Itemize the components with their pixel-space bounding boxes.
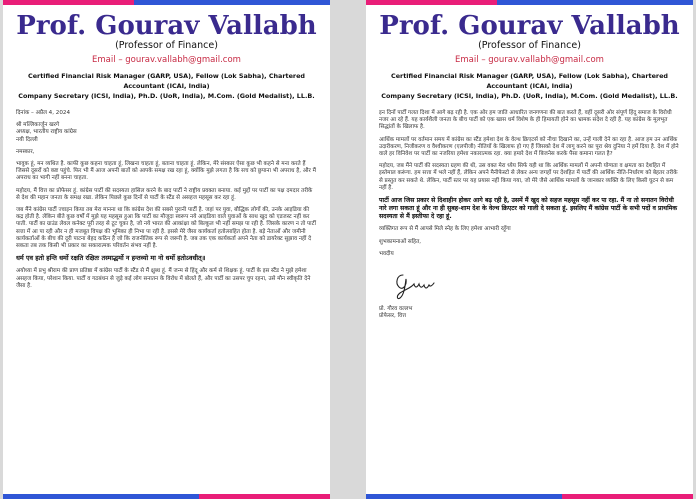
signature-image — [393, 267, 437, 301]
letter-date: दिनांक – अप्रैल 4, 2024 — [16, 110, 70, 116]
letter-page-2 — [366, 0, 693, 499]
letterhead-role: (Professor of Finance) — [115, 40, 218, 51]
letterhead-name: Prof. Gourav Vallabh — [16, 11, 317, 41]
regards-line: शुभकामनाओं सहित, — [379, 238, 422, 245]
paragraph: महोदय, मैं वित्त का प्रोफेसर हूं. कांग्रेस पार्टी की सदस्यता हासिल करने के बाद पार्टी ने राष्ट्रीय प्रवक्ता बनाया. कई मुद्दों पर पार्टी का पक्ष दमदार तरीके से देश की महान जनता के समक्ष रखा. लेकिन पिछले कुछ दिनों से पार्टी के स्टैंड से असहज महसूस कर रहा हूं. — [16, 187, 313, 201]
letterhead-name: Prof. Gourav Vallabh — [379, 11, 680, 41]
letterhead — [366, 13, 693, 101]
letterhead-credentials: Certified Financial Risk Manager (GARP, USA), Fellow (Lok Sabha), Chartered Accountant (ICAI, India) Company Secretary (ICSI, India), Ph.D. (UoR, India), M.Com. (Gold Medalist), LL.B. — [381, 72, 678, 100]
signer-name: प्रो. गौरव वल्लभ — [379, 306, 413, 313]
signer-title: प्रोफेसर, वित्त — [379, 313, 406, 320]
svg-text:Gourav: Gourav — [393, 267, 397, 269]
letterhead — [3, 13, 330, 101]
letter-body — [366, 110, 693, 321]
paragraph: भावुक हूं, मन व्यथित है. काफी कुछ कहना चाहता हूं, लिखना चाहता हूं, बताना चाहता हूं. लेकिन, मेरे संस्कार ऐसा कुछ भी कहने से मना करते हैं जिससे दूसरों को कष्ट पहुंचे. फिर भी मैं आज अपनी बातों को आपके समक्ष रख रहा हूं, क्योंकि मुझे लगता है कि सच को छुपाना भी अपराध है, और मैं अपराध का भागी नहीं बनना चाहता. — [16, 161, 316, 182]
letter-body — [3, 110, 330, 290]
sign-off: भवदीय — [379, 250, 394, 257]
greeting: नमस्कार, — [16, 148, 35, 155]
resignation-statement: पार्टी आज जिस प्रकार से दिशाहीन होकर आगे बढ़ रही है, उसमें मैं खुद को सहज महसूस नहीं कर पा रहा. मैं ना तो सनातन विरोधी नारे लगा सकता हूं और ना ही सुबह-शाम देश के वेल्थ क्रिएटर को गाली दे सकता हूं. इसलिए मैं कांग्रेस पार्टी के सभी पदों व प्राथमिक सदस्यता से मैं इस्तीफा दे रहा हूं. — [379, 197, 678, 220]
top-color-bar — [366, 0, 693, 5]
gratitude-line: व्यक्तिगत रूप से मैं आपसे मिले स्नेह के लिए हमेशा आभारी रहूँगा — [379, 226, 511, 233]
letterhead-email: Email – gourav.vallabh@gmail.com — [455, 55, 604, 65]
letterhead-credentials: Certified Financial Risk Manager (GARP, USA), Fellow (Lok Sabha), Chartered Accountant (ICAI, India) Company Secretary (ICSI, India), Ph.D. (UoR, India), M.Com. (Gold Medalist), LL.B. — [18, 72, 315, 100]
letterhead-email: Email – gourav.vallabh@gmail.com — [92, 55, 241, 65]
paragraph: आर्थिक मामलों पर वर्तमान समय में कांग्रेस का स्टैंड हमेशा देश के वेल्थ क्रिएटर्स को नीचा दिखाने का, उन्हें गाली देने का रहा है. आज हम उन आर्थिक उदारीकरण, निजीकरण व वैश्वीकरण (एलपीजी) नीतियों के खिलाफ हो गए हैं जिसको देश में लागू करने का पूरा श्रेय दुनिया ने हमें दिया है. देश में होने वाले हर विनिवेश पर पार्टी का नजरिया हमेशा नकारात्मक रहा. क्या हमारे देश में बिजनेस करके पैसा कमाना गलत है? — [379, 136, 679, 158]
paragraph: इन दिनों पार्टी गलत दिशा में आगे बढ़ रही है. एक ओर हम जाति आधारित जनगणना की बात करते हैं, वहीं दूसरी ओर संपूर्ण हिंदू समाज के विरोधी नजर आ रहे हैं. यह कार्यशैली जनता के बीच पार्टी को एक खास धर्म विशेष के ही हिमायती होने का भ्रामक संदेश दे रही है. यह कांग्रेस के मूलभूत सिद्धांतों के खिलाफ है. — [379, 110, 672, 131]
sanskrit-shloka: धर्म एव हतो हन्ति धर्मो रक्षति रक्षितः तस्माद्धर्मो न हन्तव्यो मा नो धर्मो हतोऽवधीत्॥ — [16, 254, 206, 263]
paragraph: जब मैंने कांग्रेस पार्टी ज्वाइन किया तब मेरा मानना था कि कांग्रेस देश की सबसे पुरानी पार्टी है. जहां पर युवा, बौद्धिक लोगों की, उनके आइडिया की कद्र होती है. लेकिन बीते कुछ वर्षों में मुझे यह महसूस हुआ कि पार्टी का मौजूदा स्वरूप नये आइडिया वाले युवाओं के साथ खुद को एडजस्ट नहीं कर पाती. पार्टी का ग्राउंड लेवल कनेक्ट पूरी तरह से टूट चुका है, जो नये भारत की आकांक्षा को बिल्कुल भी नहीं समझ पा रही है. जिसके कारण न तो पार्टी सत्ता में आ पा रही और न ही मजबूत विपक्ष की भूमिका ही निभा पा रही है. इससे मेरे जैसा कार्यकर्ता हतोत्साहित होता है. बड़े नेताओं और जमीनी कार्यकर्ताओं के बीच की दूरी पाटना बेहद कठिन है जो कि राजनीतिक रूप से जरूरी है. जब तक एक कार्यकर्ता अपने नेता को डायरेक्ट सुझाव नहीं दे सकता तब तक किसी भी प्रकार का सकारात्मक परिवर्तन संभव नहीं है. — [16, 207, 316, 250]
letter-page-1 — [3, 0, 330, 499]
bottom-color-bar — [3, 494, 330, 499]
paragraph: अयोध्या में प्रभु श्रीराम की प्राण प्रतिष्ठा में कांग्रेस पार्टी के स्टैंड से मैं क्षुब्ध हूं. मैं जन्म से हिंदू और कर्म से शिक्षक हूं. पार्टी के इस स्टैंड ने मुझे हमेशा असहज किया, परेशान किया. पार्टी व गठबंधन से जुड़े कई लोग सनातन के विरोध में बोलते हैं, और पार्टी का उसपर चुप रहना, उसे मौन स्वीकृति देने जैसा है. — [16, 268, 311, 289]
letterhead-role: (Professor of Finance) — [478, 40, 581, 51]
paragraph: महोदय, जब मैंने पार्टी की सदस्यता ग्रहण की थी, उस वक्त मेरा ध्येय सिर्फ यही था कि आर्थिक मामलों में अपनी योग्यता व क्षमता का देशहित में इस्तेमाल करूंगा. हम सत्ता में भले नहीं हैं, लेकिन अपने मैनीफेस्टो से लेकर अन्य जगहों पर देशहित में पार्टी की आर्थिक नीति-निर्धारण को बेहतर तरीके से प्रस्तुत कर सकते थे. लेकिन, पार्टी स्तर पर यह प्रयास नहीं किया गया, जो मेरे जैसे आर्थिक मामलों के जानकार व्यक्ति के लिए किसी घुटन से कम नहीं है. — [379, 163, 678, 191]
top-color-bar — [3, 0, 330, 5]
signer-block — [379, 306, 680, 320]
addressee-block: श्री मल्लिकार्जुन खरगे अध्यक्ष, भारतीय राष्ट्रीय कांग्रेस नयी दिल्ली — [16, 122, 77, 143]
bottom-color-bar — [366, 494, 693, 499]
